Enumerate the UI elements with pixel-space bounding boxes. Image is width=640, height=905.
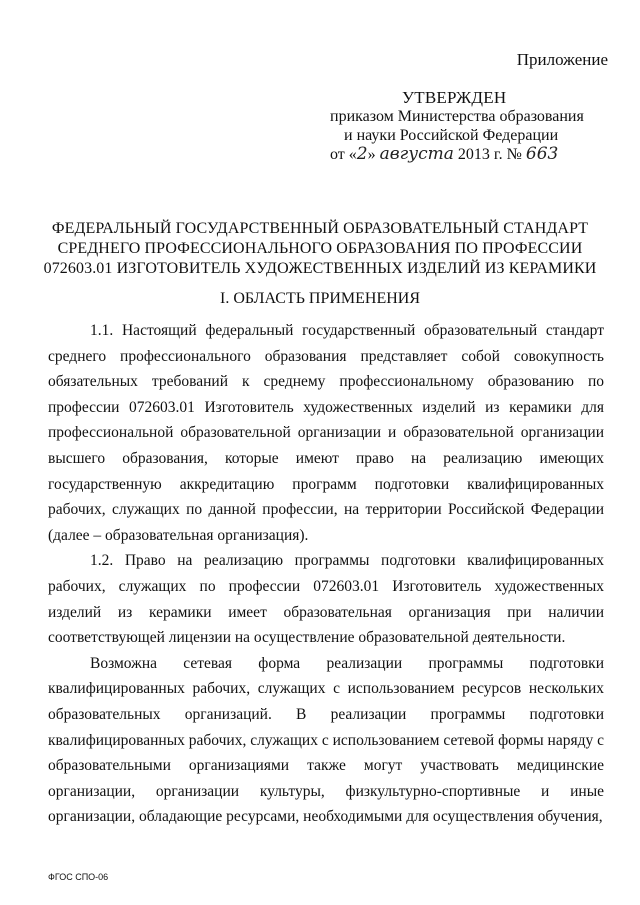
paragraph-1-2: 1.2. Право на реализацию программы подготовки квалифицированных рабочих, служащих по профессии 072603.01 Изготовитель художественных изделий из керамики имеет образовательная организация при наличии соответствующей лицензии на осуществление образовательной деятельности. bbox=[48, 552, 604, 647]
footer-code: ФГОС СПО-06 bbox=[48, 872, 109, 882]
approved-heading: УТВЕРЖДЕН bbox=[402, 88, 507, 107]
approval-block bbox=[330, 88, 620, 164]
date-month-handwritten: августа bbox=[379, 144, 454, 164]
order-line-2: и науки Российской Федерации bbox=[344, 127, 559, 144]
paragraph-network-form: Возможна сетевая форма реализации программы подготовки квалифицированных рабочих, служащих с использованием ресурсов нескольких образовательных организаций. В реализации программы подготовки квалифицированных рабочих, служащих с использованием сетевой формы наряду с образовательными организациями также могут участвовать медицинские организации, организации культуры, физкультурно-спортивные и иные организации, обладающие ресурсами, необходимыми для осуществления обучения, bbox=[48, 654, 604, 826]
order-number-handwritten: 663 bbox=[525, 144, 559, 164]
title-line-1: ФЕДЕРАЛЬНЫЙ ГОСУДАРСТВЕННЫЙ ОБРАЗОВАТЕЛЬНЫЙ СТАНДАРТ bbox=[51, 220, 589, 237]
title-line-3: 072603.01 ИЗГОТОВИТЕЛЬ ХУДОЖЕСТВЕННЫХ ИЗДЕЛИЙ ИЗ КЕРАМИКИ bbox=[43, 260, 597, 277]
section-heading: I. ОБЛАСТЬ ПРИМЕНЕНИЯ bbox=[219, 290, 421, 307]
order-line-1: приказом Министерства образования bbox=[330, 108, 584, 125]
body-text bbox=[48, 318, 604, 830]
paragraph-1-1: 1.1. Настоящий федеральный государственный образовательный стандарт среднего профессионального образования представляет собой совокупность обязательных требований к среднему профессиональному образованию по профессии 072603.01 Изготовитель художественных изделий из керамики для профессиональной образовательной организации и образовательной организации высшего образования, которые имеют право на реализацию имеющих государственную аккредитацию программ подготовки квалифицированных рабочих, служащих по данной профессии, на территории Российской Федерации (далее – образовательная организация). bbox=[48, 322, 604, 544]
date-prefix: от « bbox=[330, 146, 357, 163]
appendix-label: Приложение bbox=[516, 50, 608, 69]
date-mid: » bbox=[367, 146, 376, 163]
date-day-handwritten: 2 bbox=[356, 144, 368, 164]
order-date-line bbox=[330, 145, 620, 164]
document-title bbox=[30, 219, 610, 279]
date-year: 2013 г. № bbox=[457, 146, 522, 163]
title-line-2: СРЕДНЕГО ПРОФЕССИОНАЛЬНОГО ОБРАЗОВАНИЯ ПО ПРОФЕССИИ bbox=[57, 240, 583, 257]
